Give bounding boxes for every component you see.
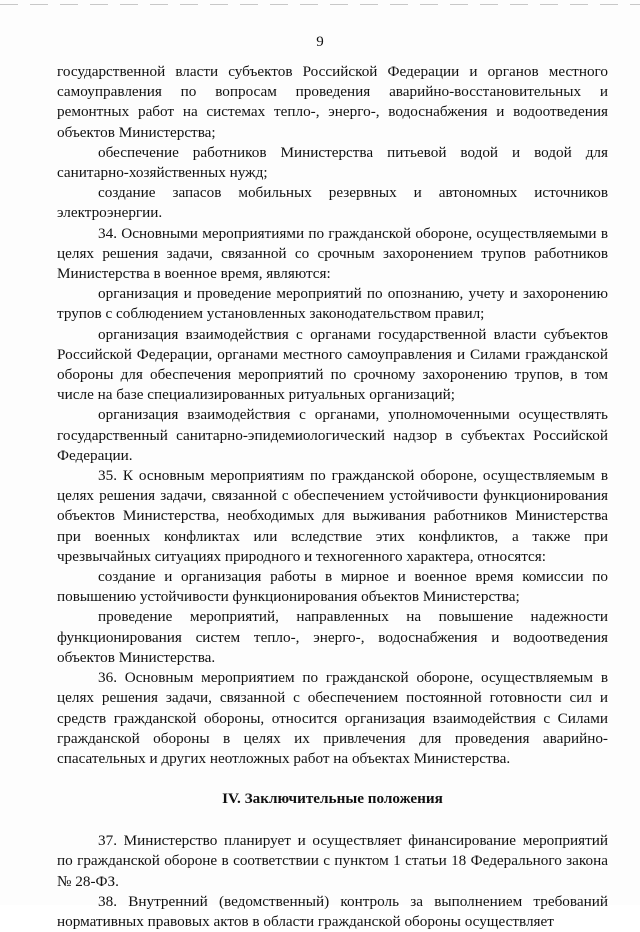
paragraph-reliability: проведение мероприятий, направленных на повышение надежности функционирования систем тепло-, энерго-, водоснабжения и водоотведения объектов Министерства.: [57, 608, 608, 666]
paragraph-interaction-authorities: организация взаимодействия с органами государственной власти субъектов Российской Федерации, органами местного самоуправления и Силами гражданской обороны для обеспечения мероприятий по срочному захоронению трупов, в том числе на базе специализированных ритуальных организаций;: [57, 325, 608, 404]
paragraph-identification: организация и проведение мероприятий по опознанию, учету и захоронению трупов с соблюдением установленных законодательством правил;: [57, 285, 608, 323]
paragraph-drinking-water: обеспечение работников Министерства питьевой водой и водой для санитарно-хозяйственных нужд;: [57, 143, 608, 182]
top-edge-rule: [0, 4, 640, 5]
section-heading: IV. Заключительные положения: [222, 790, 443, 808]
paragraph-item-34: 34. Основными мероприятиями по гражданской обороне, осуществляемыми в целях решения задачи, связанной со срочным захоронением трупов работников Министерства в военное время, являются:: [57, 224, 608, 283]
paragraph-sanitary-supervision: организация взаимодействия с органами, уполномоченными осуществлять государственный санитарно-эпидемиологический надзор в субъектах Российской Федерации.: [57, 406, 608, 464]
paragraph-item-37: 37. Министерство планирует и осуществляет финансирование мероприятий по гражданской обороне в соответствии с пунктом 1 статьи 18 Федерального закона № 28-ФЗ.: [57, 832, 608, 890]
paragraph-commission: создание и организация работы в мирное и военное время комиссии по повышению устойчивости функционирования объектов Министерства;: [57, 568, 608, 606]
paragraph-item-38: 38. Внутренний (ведомственный) контроль за выполнением требований нормативных правовых актов в области гражданской обороны осуществляет: [57, 892, 608, 930]
paragraph-item-36: 36. Основным мероприятием по гражданской обороне, осуществляемым в целях решения задачи, связанной с обеспечением постоянной готовности сил и средств гражданской обороны, относится организация взаимодействия с Силами гражданской обороны в целях их привлечения для проведения аварийно-спасательных и других неотложных работ на объектах Министерства.: [57, 669, 608, 767]
paragraph-power-reserves: создание запасов мобильных резервных и автономных источников электроэнергии.: [57, 184, 608, 222]
page-number: 9: [316, 34, 324, 50]
paragraph-continuation: государственной власти субъектов Российской Федерации и органов местного самоуправления по вопросам проведения аварийно-восстановительных и ремонтных работ на системах тепло-, энерго-, водоснабжения и водоотведения объектов Министерства;: [57, 63, 608, 141]
paragraph-item-35: 35. К основным мероприятиям по гражданской обороне, осуществляемым в целях решения задачи, связанной с обеспечением устойчивости функционирования объектов Министерства, необходимых для выживания работников Министерства при военных конфликтах или вследствие этих конфликтов, а также при чрезвычайных ситуациях природного и техногенного характера, относятся:: [57, 467, 608, 565]
document-body: [57, 62, 608, 932]
